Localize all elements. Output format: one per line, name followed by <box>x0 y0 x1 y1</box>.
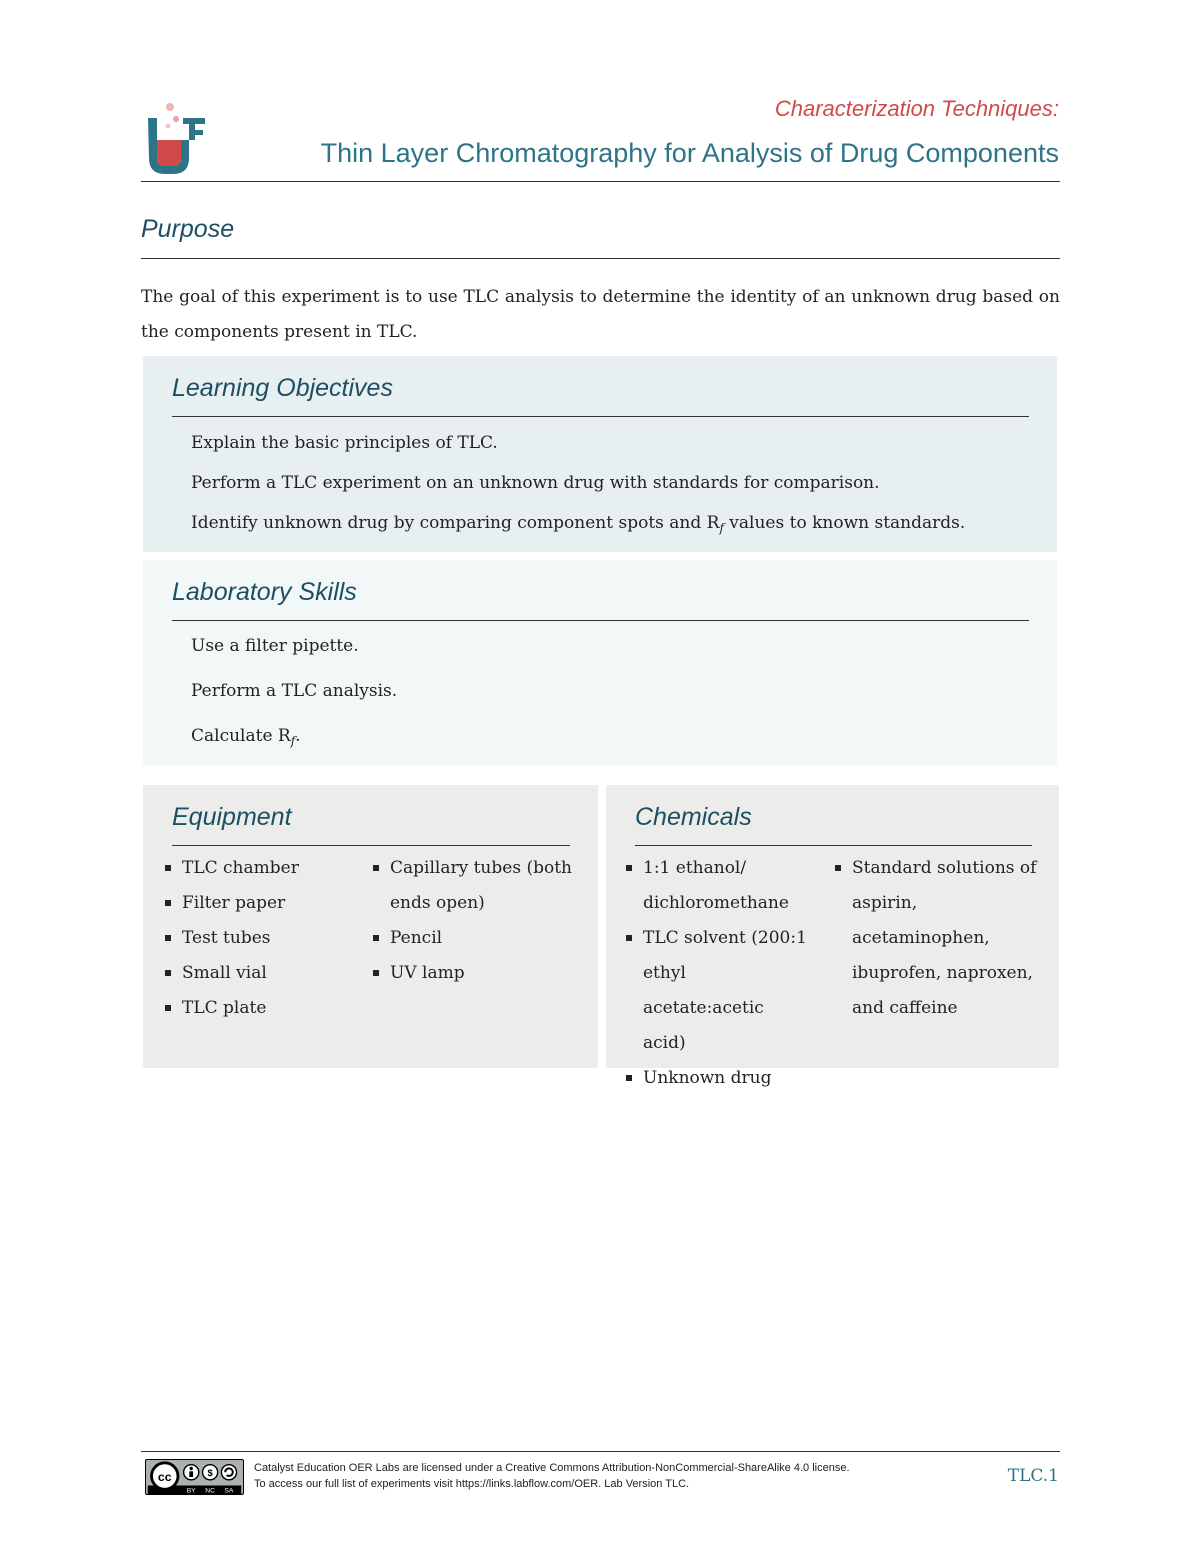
document-subtitle: Characterization Techniques: <box>774 96 1059 121</box>
list-item-text: values to known standards. <box>723 513 966 533</box>
laboratory-skills-box <box>143 560 1057 765</box>
list-item: TLC solvent (200:1 ethyl acetate:acetic acid) <box>626 921 811 1061</box>
equipment-heading: Equipment <box>172 803 292 831</box>
list-item: Use a filter pipette. <box>191 636 359 656</box>
list-item: Unknown drug <box>626 1061 811 1096</box>
list-item-text: . <box>295 726 301 746</box>
license-text <box>254 1461 850 1492</box>
bullet-icon <box>165 865 171 871</box>
list-item: UV lamp <box>373 956 578 991</box>
chemicals-box <box>606 785 1059 1088</box>
bullet-icon <box>626 865 632 871</box>
license-line-1: Catalyst Education OER Labs are licensed under a Creative Commons Attribution-NonCommercial-ShareAlike 4.0 license. <box>254 1462 850 1474</box>
list-item: TLC plate <box>165 991 355 1026</box>
document-title: Thin Layer Chromatography for Analysis of Drug Components <box>320 138 1059 168</box>
list-item: 1:1 ethanol/ dichloromethane <box>626 851 811 921</box>
cc-license-badge-icon <box>145 1459 244 1495</box>
bullet-icon <box>373 865 379 871</box>
list-item: Small vial <box>165 956 355 991</box>
bullet-icon <box>373 935 379 941</box>
learning-objectives-list <box>191 428 965 548</box>
cc-label: cc <box>157 1469 172 1484</box>
license-line-2[interactable]: To access our full list of experiments visit https://links.labflow.com/OER. Lab Version TLC. <box>254 1477 690 1490</box>
list-item-text: Identify unknown drug by comparing component spots and R <box>191 513 720 533</box>
subscript: f <box>290 734 296 748</box>
chemicals-divider <box>635 845 1032 846</box>
equipment-divider <box>172 845 570 846</box>
bullet-icon <box>626 935 632 941</box>
bullet-icon <box>165 935 171 941</box>
bullet-icon <box>165 1005 171 1011</box>
bullet-icon <box>165 970 171 976</box>
list-item: Perform a TLC experiment on an unknown drug with standards for comparison. <box>191 473 880 493</box>
footer-divider <box>141 1451 1060 1452</box>
list-item: Explain the basic principles of TLC. <box>191 433 498 453</box>
list-item <box>191 508 965 548</box>
list-item: Test tubes <box>165 921 355 956</box>
purpose-divider <box>141 258 1060 259</box>
list-item: Capillary tubes (both ends open) <box>373 851 578 921</box>
subscript: f <box>719 521 724 535</box>
purpose-text: The goal of this experiment is to use TLC analysis to determine the identity of an unknown drug based on the components present in TLC. <box>141 287 1060 342</box>
purpose-heading: Purpose <box>141 215 235 243</box>
catalyst-logo-icon <box>143 100 207 178</box>
learning-objectives-divider <box>172 416 1029 417</box>
bullet-icon <box>835 865 841 871</box>
chemicals-heading: Chemicals <box>635 803 752 831</box>
cc-by-label: BY <box>186 1487 196 1495</box>
page-number: TLC.1 <box>1007 1466 1059 1486</box>
svg-text:$: $ <box>207 1468 213 1480</box>
bullet-icon <box>373 970 379 976</box>
header-divider <box>141 181 1060 182</box>
chemicals-list-col1 <box>626 851 811 1096</box>
bullet-icon <box>165 900 171 906</box>
bullet-icon <box>626 1075 632 1081</box>
equipment-list-col1 <box>165 851 355 1026</box>
list-item-text: Calculate R <box>191 726 291 746</box>
list-item: Standard solutions of aspirin, acetaminophen, ibuprofen, naproxen, and caffeine <box>835 851 1040 1026</box>
laboratory-skills-divider <box>172 620 1029 621</box>
cc-sa-label: SA <box>224 1487 234 1495</box>
equipment-list-col2 <box>373 851 578 991</box>
list-item: Pencil <box>373 921 578 956</box>
list-item: TLC chamber <box>165 851 355 886</box>
learning-objectives-heading: Learning Objectives <box>172 374 393 402</box>
cc-nc-label: NC <box>205 1487 215 1495</box>
laboratory-skills-list <box>191 631 397 766</box>
list-item: Perform a TLC analysis. <box>191 681 398 701</box>
chemicals-list-col2 <box>835 851 1040 1026</box>
learning-objectives-box <box>143 356 1057 552</box>
list-item: Filter paper <box>165 886 355 921</box>
equipment-box <box>143 785 598 1068</box>
laboratory-skills-heading: Laboratory Skills <box>172 578 357 606</box>
list-item <box>191 721 397 766</box>
